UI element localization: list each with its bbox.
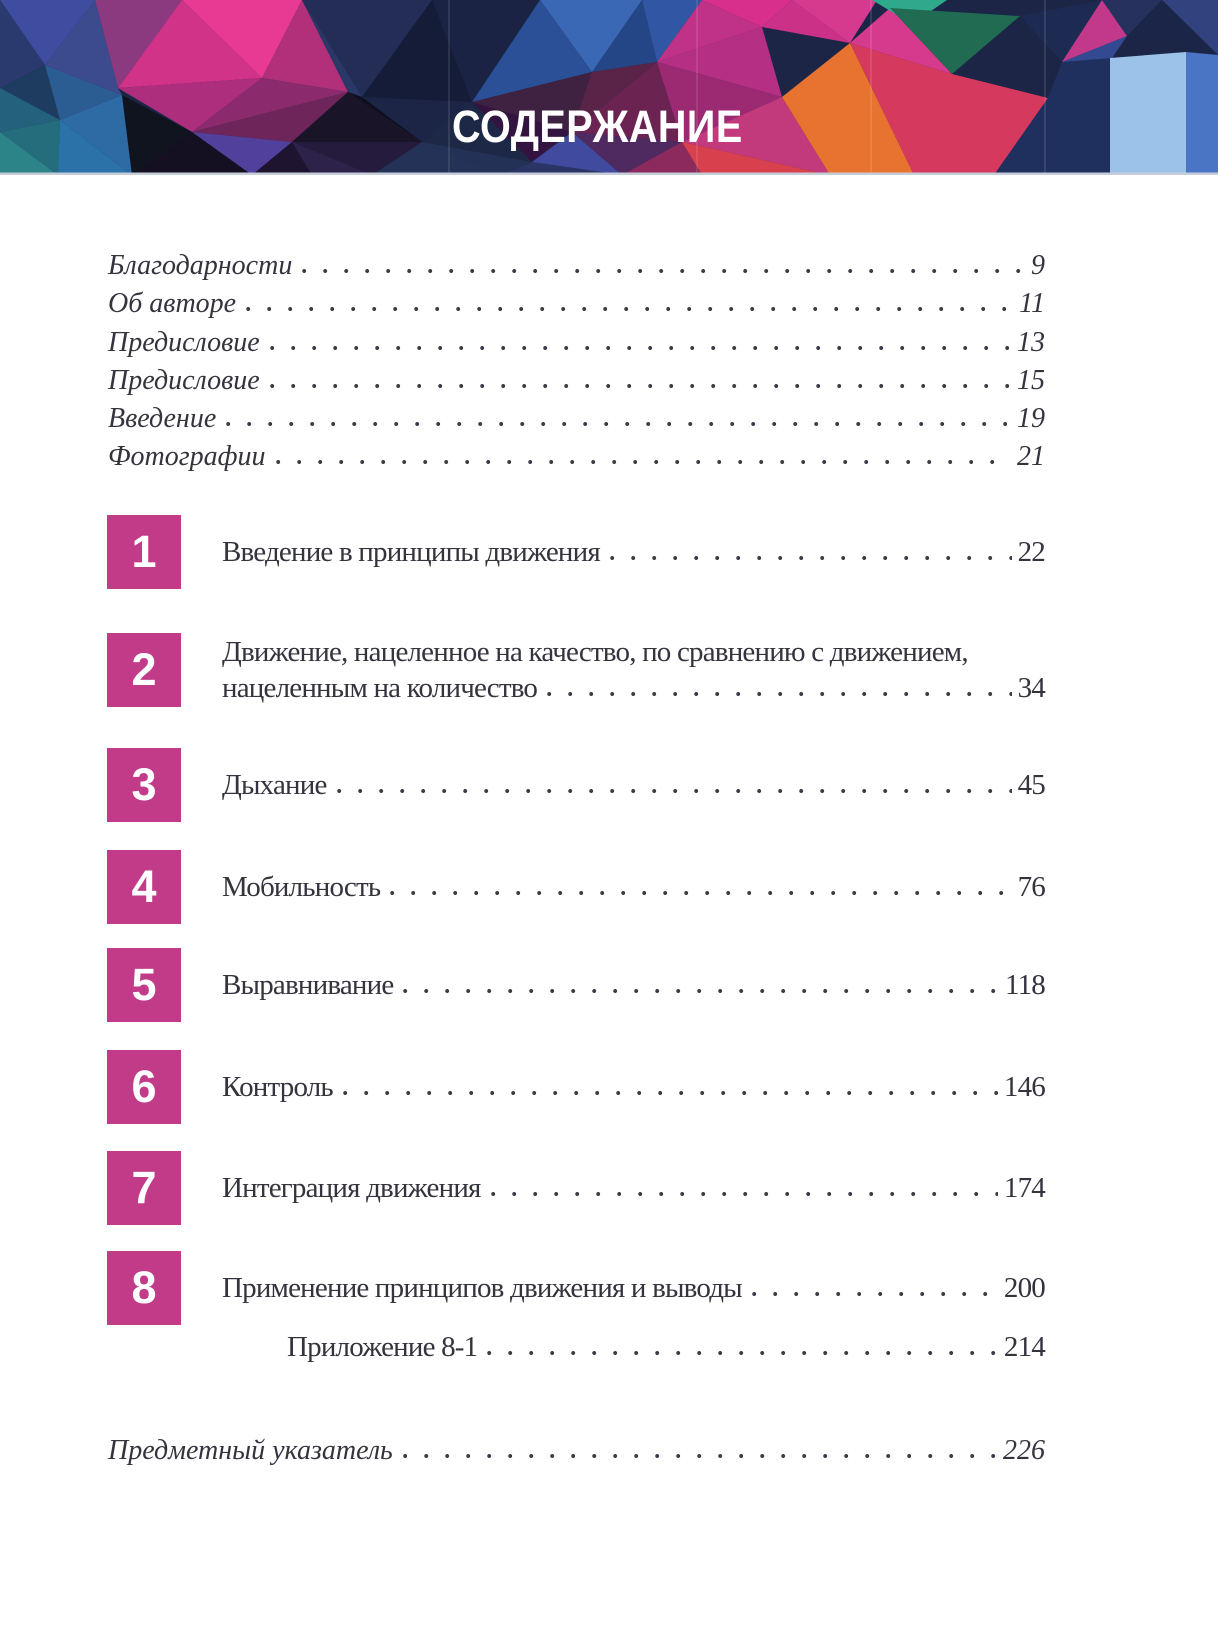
dot-leader (487, 1350, 998, 1356)
chapter-title: Контроль (222, 1071, 333, 1103)
dot-leader (302, 268, 1025, 274)
toc-entry-chapter-2 (107, 633, 1045, 707)
chapter-number-badge: 5 (107, 948, 181, 1022)
dot-leader (390, 890, 1011, 896)
toc-entry-preface-2 (108, 362, 1045, 400)
chapter-title: Введение в принципы движения (222, 536, 600, 568)
toc-entry-index (108, 1434, 1045, 1468)
entry-label: Об авторе (108, 288, 237, 320)
entry-label: Приложение 8-1 (287, 1331, 478, 1363)
entry-page: 214 (1003, 1331, 1045, 1363)
chapter-page: 200 (1003, 1272, 1045, 1304)
toc-entry-appendix (287, 1330, 1045, 1364)
entry-label: Предисловие (108, 326, 260, 358)
toc-entry-photographs (108, 438, 1045, 476)
chapter-number-badge: 8 (107, 1251, 181, 1325)
toc-entry-preface-1 (108, 324, 1045, 362)
dot-leader (343, 1090, 998, 1096)
chapter-title-line-1: Движение, нацеленное на качество, по сравнению с движением, (222, 636, 968, 668)
chapter-number-badge: 4 (107, 850, 181, 924)
dot-leader (403, 1453, 997, 1459)
toc-entry-chapter-8 (107, 1251, 1045, 1325)
dot-leader (337, 788, 1012, 794)
dot-leader (610, 555, 1012, 561)
entry-page: 15 (1017, 364, 1045, 396)
toc-entry-chapter-3 (107, 748, 1045, 822)
chapter-page: 174 (1003, 1172, 1045, 1204)
toc-entry-chapter-7 (107, 1151, 1045, 1225)
chapter-page: 45 (1017, 769, 1045, 801)
entry-label: Предисловие (108, 364, 260, 396)
chapter-number-badge: 7 (107, 1151, 181, 1225)
dot-leader (491, 1191, 998, 1197)
chapter-title-line-2: нацеленным на количество (222, 672, 538, 704)
header-banner (0, 0, 1218, 175)
dot-leader (547, 691, 1011, 697)
dot-leader (270, 345, 1011, 351)
chapter-page: 146 (1003, 1071, 1045, 1103)
chapter-page: 76 (1017, 871, 1045, 903)
dot-leader (276, 459, 1011, 465)
toc-entry-introduction (108, 400, 1045, 438)
toc-entry-chapter-1 (107, 515, 1045, 589)
entry-label: Предметный указатель (108, 1435, 393, 1466)
entry-page: 11 (1019, 288, 1045, 320)
chapter-page: 34 (1017, 672, 1045, 704)
chapter-number-badge: 2 (107, 633, 181, 707)
entry-page: 9 (1031, 250, 1045, 281)
chapter-title: Выравнивание (222, 969, 394, 1001)
chapter-title: Дыхание (222, 769, 327, 801)
entry-label: Введение (108, 403, 217, 435)
toc-entry-chapter-6 (107, 1050, 1045, 1124)
front-matter-section (108, 247, 1045, 477)
dot-leader (270, 383, 1011, 389)
dot-leader (226, 421, 1011, 427)
chapter-title: Применение принципов движения и выводы (222, 1272, 742, 1304)
entry-page: 19 (1017, 403, 1045, 435)
entry-page: 13 (1017, 326, 1045, 358)
entry-label: Фотографии (108, 441, 266, 473)
toc-entry-chapter-5 (107, 948, 1045, 1022)
chapter-page: 118 (1004, 969, 1045, 1001)
page-title: СОДЕРЖАНИЕ (452, 101, 743, 152)
toc-entry-chapter-4 (107, 850, 1045, 924)
dot-leader (246, 306, 1013, 312)
entry-label: Благодарности (108, 250, 293, 281)
toc-entry-acknowledgments (108, 247, 1045, 285)
chapter-title: Интеграция движения (222, 1172, 481, 1204)
entry-page: 21 (1017, 441, 1045, 473)
entry-page: 226 (1003, 1435, 1045, 1466)
chapter-page: 22 (1017, 536, 1045, 568)
chapter-title: Мобильность (222, 871, 381, 903)
dot-leader (403, 988, 999, 994)
dot-leader (752, 1291, 998, 1297)
chapter-number-badge: 6 (107, 1050, 181, 1124)
chapter-number-badge: 3 (107, 748, 181, 822)
toc-entry-about-author (108, 285, 1045, 323)
chapter-number-badge: 1 (107, 515, 181, 589)
